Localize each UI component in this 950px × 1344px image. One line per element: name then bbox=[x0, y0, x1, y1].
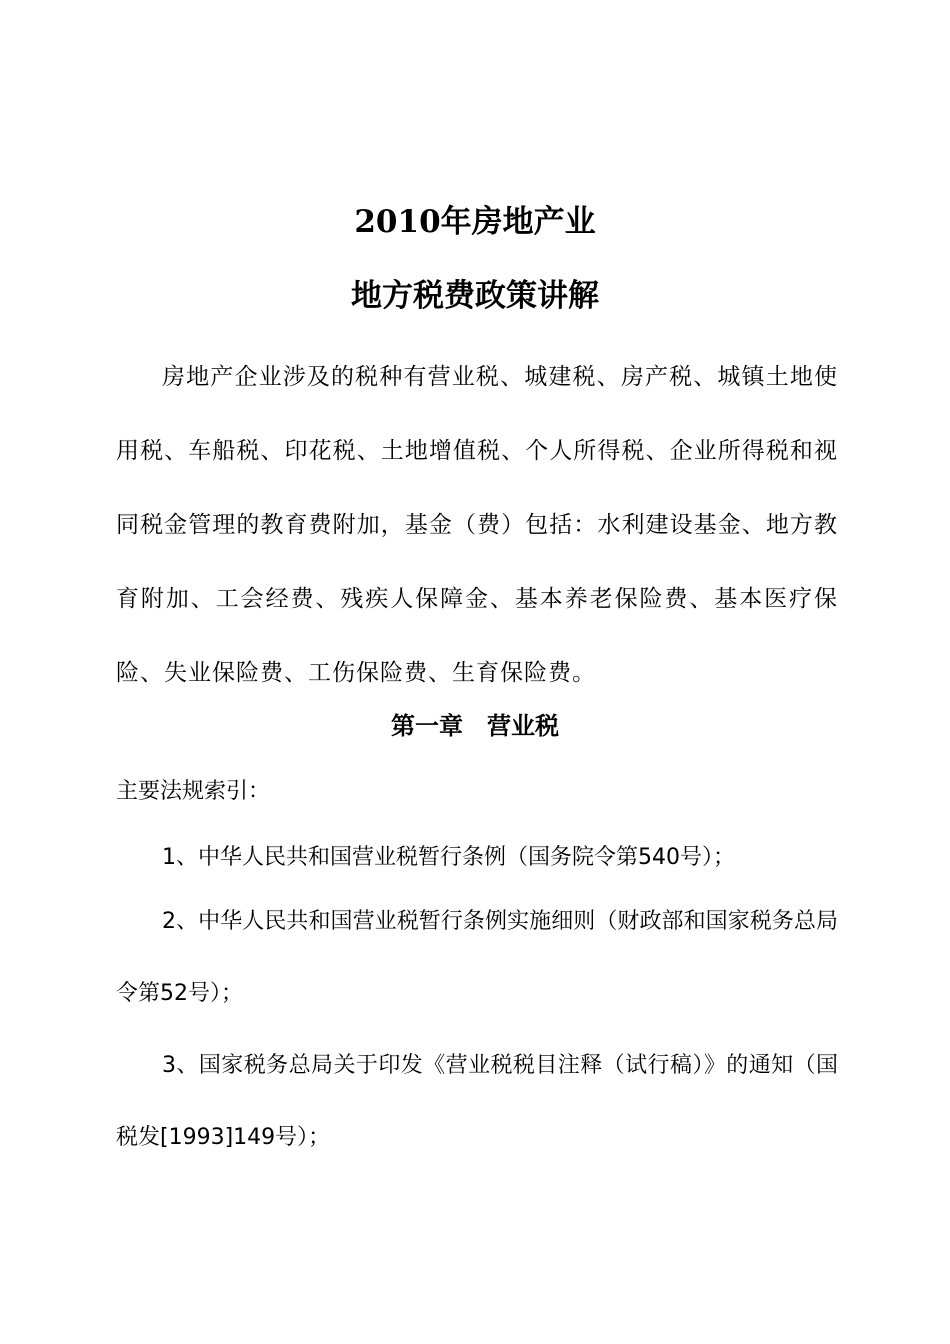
regulation-item: 3、国家税务总局关于印发《营业税税目注释（试行稿）》的通知（国税发[1993]149号）； bbox=[116, 1053, 838, 1150]
regulation-index-label: 主要法规索引： bbox=[116, 779, 271, 804]
regulation-item: 1、中华人民共和国营业税暂行条例（国务院令第540号）； bbox=[162, 845, 735, 870]
regulation-item: 2、中华人民共和国营业税暂行条例实施细则（财政部和国家税务总局令第52号）； bbox=[116, 909, 838, 1006]
chapter-heading: 第一章 营业税 bbox=[391, 712, 559, 740]
intro-paragraph: 房地产企业涉及的税种有营业税、城建税、房产税、城镇土地使用税、车船税、印花税、土地增值税、个人所得税、企业所得税和视同税金管理的教育费附加，基金（费）包括：水利建设基金、地方教育附加、工会经费、残疾人保障金、基本养老保险费、基本医疗保险、失业保险费、工伤保险费、生育保险费。 bbox=[116, 364, 838, 686]
document-title-line-2: 地方税费政策讲解 bbox=[351, 278, 599, 314]
document-title-line-1: 2010年房地产业 bbox=[354, 204, 596, 240]
